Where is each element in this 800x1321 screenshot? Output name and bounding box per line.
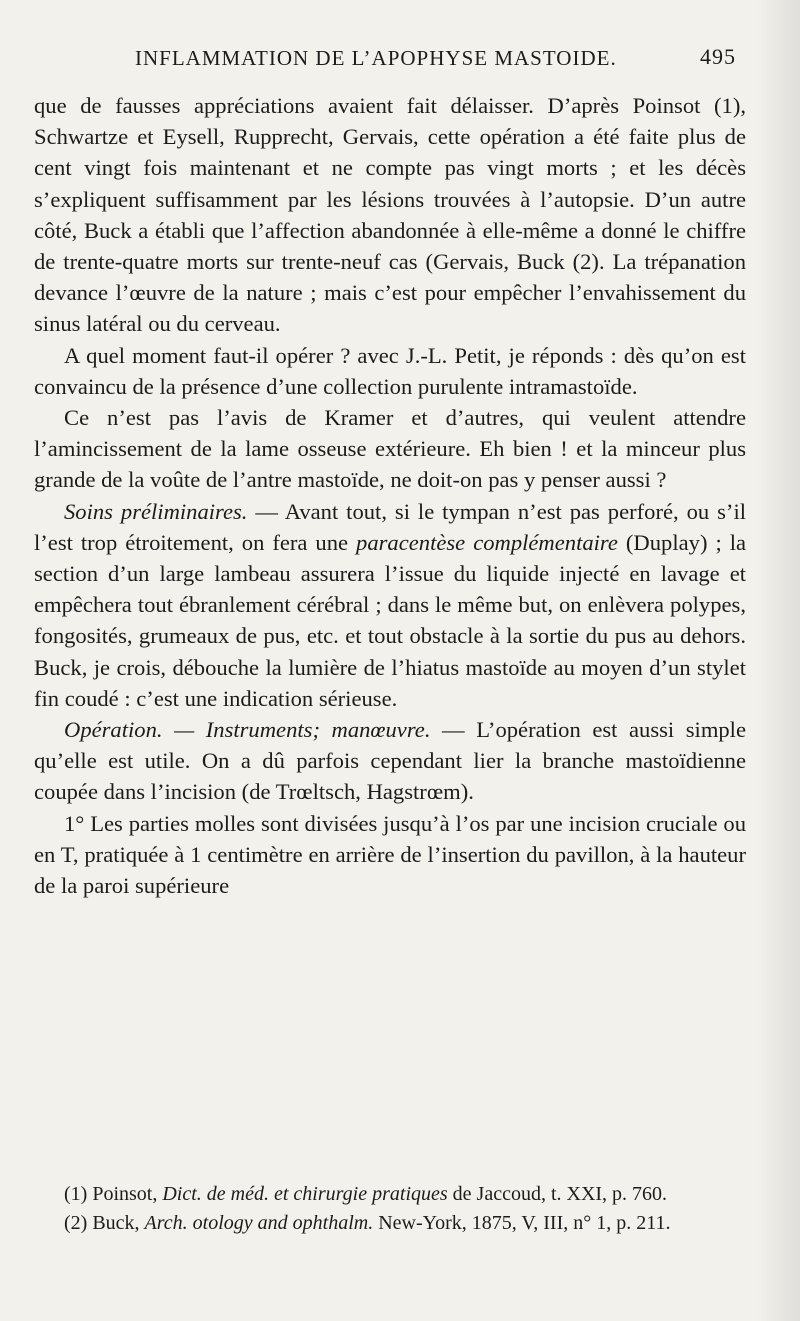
paragraph-1: que de fausses appréciations avaient fait délaisser. D’après Poinsot (1), Schwartze et Eysell, Rupprecht, Gervais, cette opération a été faite plus de cent vingt fois maintenant et ne compte pas vingt morts ; et les décès s’expliquent suffisamment par les lésions trouvées à l’autopsie. D’un autre côté, Buck a établi que l’affection abandonnée à elle-même a donné le chiffre de trente-quatre morts sur trente-neuf cas (Gervais, Buck (2). La trépanation devance l’œuvre de la nature ; mais c’est pour empêcher l’envahissement du sinus latéral ou du cerveau. [34, 93, 746, 337]
paragraph-2: A quel moment faut-il opérer ? avec J.-L. Petit, je réponds : dès qu’on est convaincu de la présence d’une collection purulente intramastoïde. [34, 342, 746, 399]
paragraph-5-text: — L’opération est aussi simple qu’elle est utile. On a dû parfois cependant lier la branche mastoïdienne coupée dans l’incision (de Trœltsch, Hagstrœm). [34, 717, 746, 805]
paragraph-5 [34, 714, 746, 808]
paragraph-3: Ce n’est pas l’avis de Kramer et d’autres, qui veulent attendre l’amincissement de la lame osseuse extérieure. Eh bien ! et la minceur plus grande de la voûte de l’antre mastoïde, ne doit-on pas y penser aussi ? [34, 405, 746, 493]
running-title: INFLAMMATION DE L’APOPHYSE MASTOIDE. [135, 46, 617, 70]
footnotes [34, 1180, 746, 1238]
paragraph-4 [34, 496, 746, 714]
footnote-1-italic: Dict. de méd. et chirurgie pratiques [162, 1183, 448, 1205]
facing-page-bleed [758, 0, 800, 1321]
page-number: 495 [700, 44, 736, 69]
section-heading-operation: Opération. — Instruments; manœuvre. [64, 717, 431, 743]
paragraph-6: 1° Les parties molles sont divisées jusqu’à l’os par une incision cruciale ou en T, pratiquée à 1 centimètre en arrière de l’insertion du pavillon, à la hauteur de la paroi supérieure [34, 810, 746, 899]
footnote-2-text-a: (2) Buck, [64, 1212, 145, 1234]
footnote-2 [34, 1209, 746, 1238]
paragraph-4-text-a: — Avant tout, si le tympan n’est pas perforé, ou s’il l’est trop étroitement, on fera une [34, 498, 746, 555]
footnote-1-text-b: de Jaccoud, t. XXI, p. 760. [447, 1183, 668, 1205]
section-heading-soins: Soins préliminaires. [64, 498, 248, 524]
main-text [34, 90, 746, 901]
paragraph-4-italic: paracentèse complémentaire [356, 529, 618, 555]
paragraph-4-text-b: (Duplay) ; la section d’un large lambeau assurera l’issue du liquide injecté en lavage et empêchera tout ébranlement cérébral ; dans le même but, on enlèvera polypes, fongosités, grumeaux de pus, etc. et tout obstacle à la sortie du pus au dehors. Buck, je crois, débouche la lumière de l’hiatus mastoïde au moyen d’un stylet fin coudé : c’est une indication sérieuse. [34, 529, 747, 711]
footnote-2-text-b: New-York, 1875, V, III, n° 1, p. 211. [373, 1212, 671, 1234]
page-header [0, 44, 800, 76]
footnote-1-text-a: (1) Poinsot, [64, 1183, 163, 1205]
footnote-2-italic: Arch. otology and ophthalm. [144, 1212, 374, 1234]
footnote-1 [34, 1180, 746, 1209]
